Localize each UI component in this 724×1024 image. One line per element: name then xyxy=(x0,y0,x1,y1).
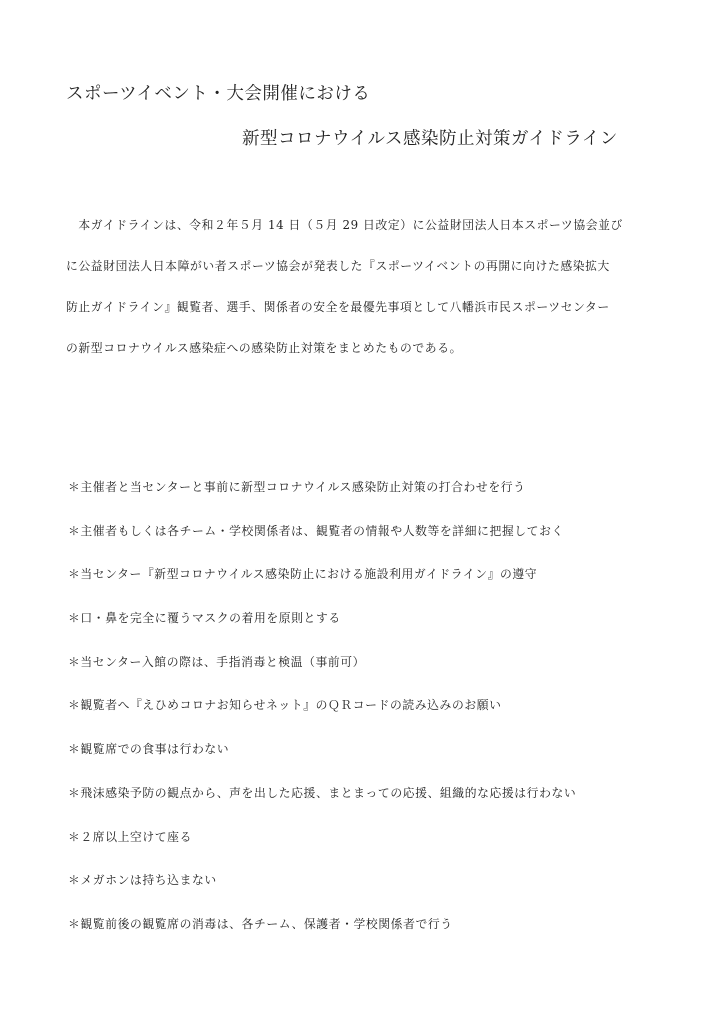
guideline-item: ＊観覧前後の観覧席の消毒は、各チーム、保護者・学校関係者で行う xyxy=(68,916,453,931)
guideline-item: ＊当センター『新型コロナウイルス感染防止における施設利用ガイドライン』の遵守 xyxy=(68,567,538,582)
guideline-item: ＊主催者と当センターと事前に新型コロナウイルス感染防止対策の打合わせを行う xyxy=(68,480,526,494)
guideline-item: ＊口・鼻を完全に覆うマスクの着用を原則とする xyxy=(68,611,341,626)
title-line-1: スポーツイベント・大会開催における xyxy=(66,84,371,104)
guideline-item: ＊当センター入館の際は、手指消毒と検温（事前可） xyxy=(68,654,366,669)
intro-line: 本ガイドラインは、令和２年５月 14 日（５月 29 日改定）に公益財団法人日本スポーツ協会並び xyxy=(66,218,623,232)
guideline-list xyxy=(68,478,668,959)
guideline-item: ＊主催者もしくは各チーム・学校関係者は、観覧者の情報や人数等を詳細に把握しておく xyxy=(68,523,564,538)
title-line-2: 新型コロナウイルス感染防止対策ガイドライン xyxy=(242,129,618,149)
guideline-item: ＊飛沫感染予防の観点から、声を出した応援、まとまっての応援、組織的な応援は行わない xyxy=(68,785,577,800)
intro-paragraph xyxy=(66,216,658,380)
intro-line: に公益財団法人日本障がい者スポーツ協会が発表した『スポーツイベントの再開に向けた感染拡大 xyxy=(66,259,610,273)
guideline-item: ＊２席以上空けて座る xyxy=(68,829,192,844)
guideline-item: ＊メガホンは持ち込まない xyxy=(68,873,217,888)
guideline-item: ＊観覧席での食事は行わない xyxy=(68,742,230,757)
intro-line: 防止ガイドライン』観覧者、選手、関係者の安全を最優先事項として八幡浜市民スポーツセンター xyxy=(66,300,610,314)
intro-line: の新型コロナウイルス感染症への感染防止対策をまとめたものである。 xyxy=(66,341,462,355)
guideline-item: ＊観覧者へ『えひめコロナお知らせネット』のＱＲコードの読み込みのお願い xyxy=(68,698,502,713)
